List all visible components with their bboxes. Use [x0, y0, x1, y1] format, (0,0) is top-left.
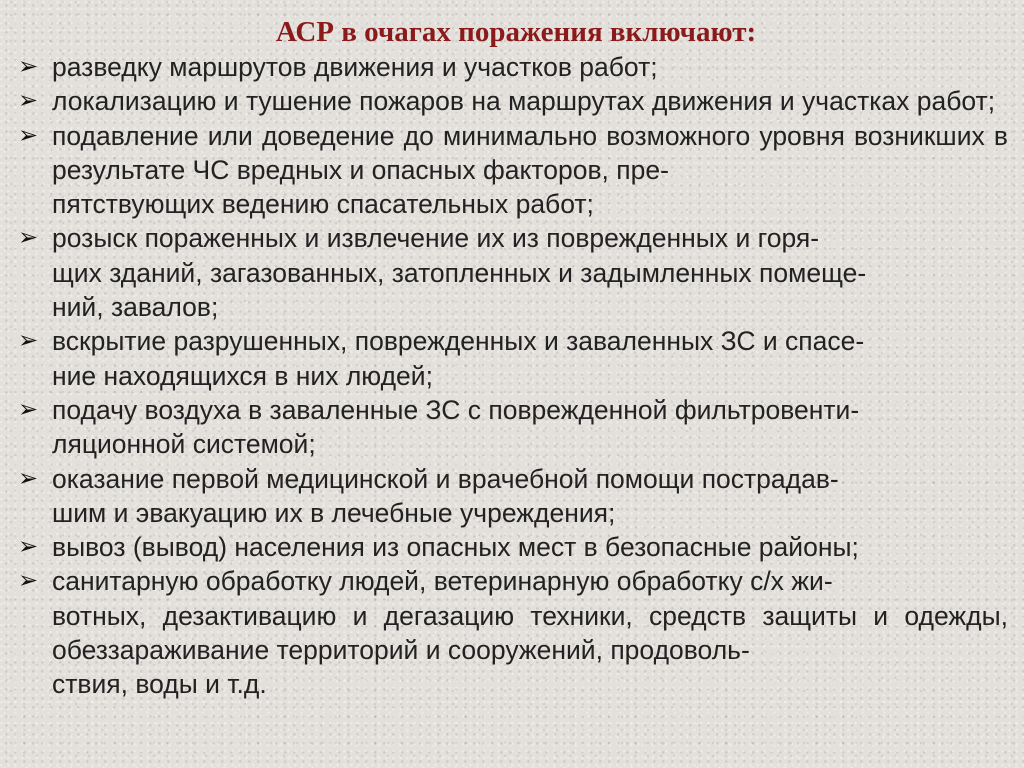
list-item [16, 564, 1008, 701]
list-item [16, 393, 1008, 462]
list-item [16, 324, 1008, 393]
arrowhead-bullet-icon: ➢ [18, 567, 39, 595]
list-item [16, 221, 1008, 324]
arrowhead-bullet-icon: ➢ [18, 87, 39, 115]
list-item-text: подачу воздуха в заваленные ЗС с поврежденной фильтровенти- ляционной системой; [52, 394, 860, 460]
list-item [16, 462, 1008, 531]
list-item [16, 50, 1008, 84]
list-item-text: подавление или доведение до минимально возможного уровня возникших в результате ЧС вредных и опасных факторов, пре- пятствующих ведению спасательных работ; [52, 120, 1008, 220]
list-item-text: вывоз (вывод) населения из опасных мест в безопасные районы; [52, 532, 859, 563]
arrowhead-bullet-icon: ➢ [18, 121, 39, 149]
list-item-text: оказание первой медицинской и врачебной помощи пострадав- шим и эвакуацию их в лечебные учреждения; [52, 463, 839, 528]
arrowhead-bullet-icon: ➢ [18, 533, 39, 561]
arrowhead-bullet-icon: ➢ [18, 224, 39, 252]
arrowhead-bullet-icon: ➢ [18, 53, 39, 80]
arrowhead-bullet-icon: ➢ [18, 395, 39, 423]
arrowhead-bullet-icon: ➢ [18, 327, 39, 355]
arrowhead-bullet-icon: ➢ [18, 464, 39, 492]
list-item-text: санитарную обработку людей, ветеринарную обработку с/х жи- вотных, дезактивацию и дегазацию техники, средств защиты и одежды, обеззараживание территорий и сооружений, продоволь- ствия, воды и т.д. [52, 566, 1008, 700]
list-item-text: локализацию и тушение пожаров на маршрутах движения и участках работ; [52, 86, 996, 117]
list-item [16, 84, 1008, 118]
list-item [16, 119, 1008, 222]
slide-title: АСР в очагах поражения включают: [275, 16, 757, 48]
list-item [16, 530, 1008, 564]
list-item-text: разведку маршрутов движения и участков работ; [52, 52, 658, 82]
list-item-text: вскрытие разрушенных, поврежденных и заваленных ЗС и спасе- ние находящихся в них людей; [52, 326, 865, 391]
list-item-text: розыск пораженных и извлечение их из поврежденных и горя- щих зданий, загазованных, затопленных и задымленных помеще- ний, завалов; [52, 223, 867, 323]
bullet-list [16, 50, 1008, 702]
